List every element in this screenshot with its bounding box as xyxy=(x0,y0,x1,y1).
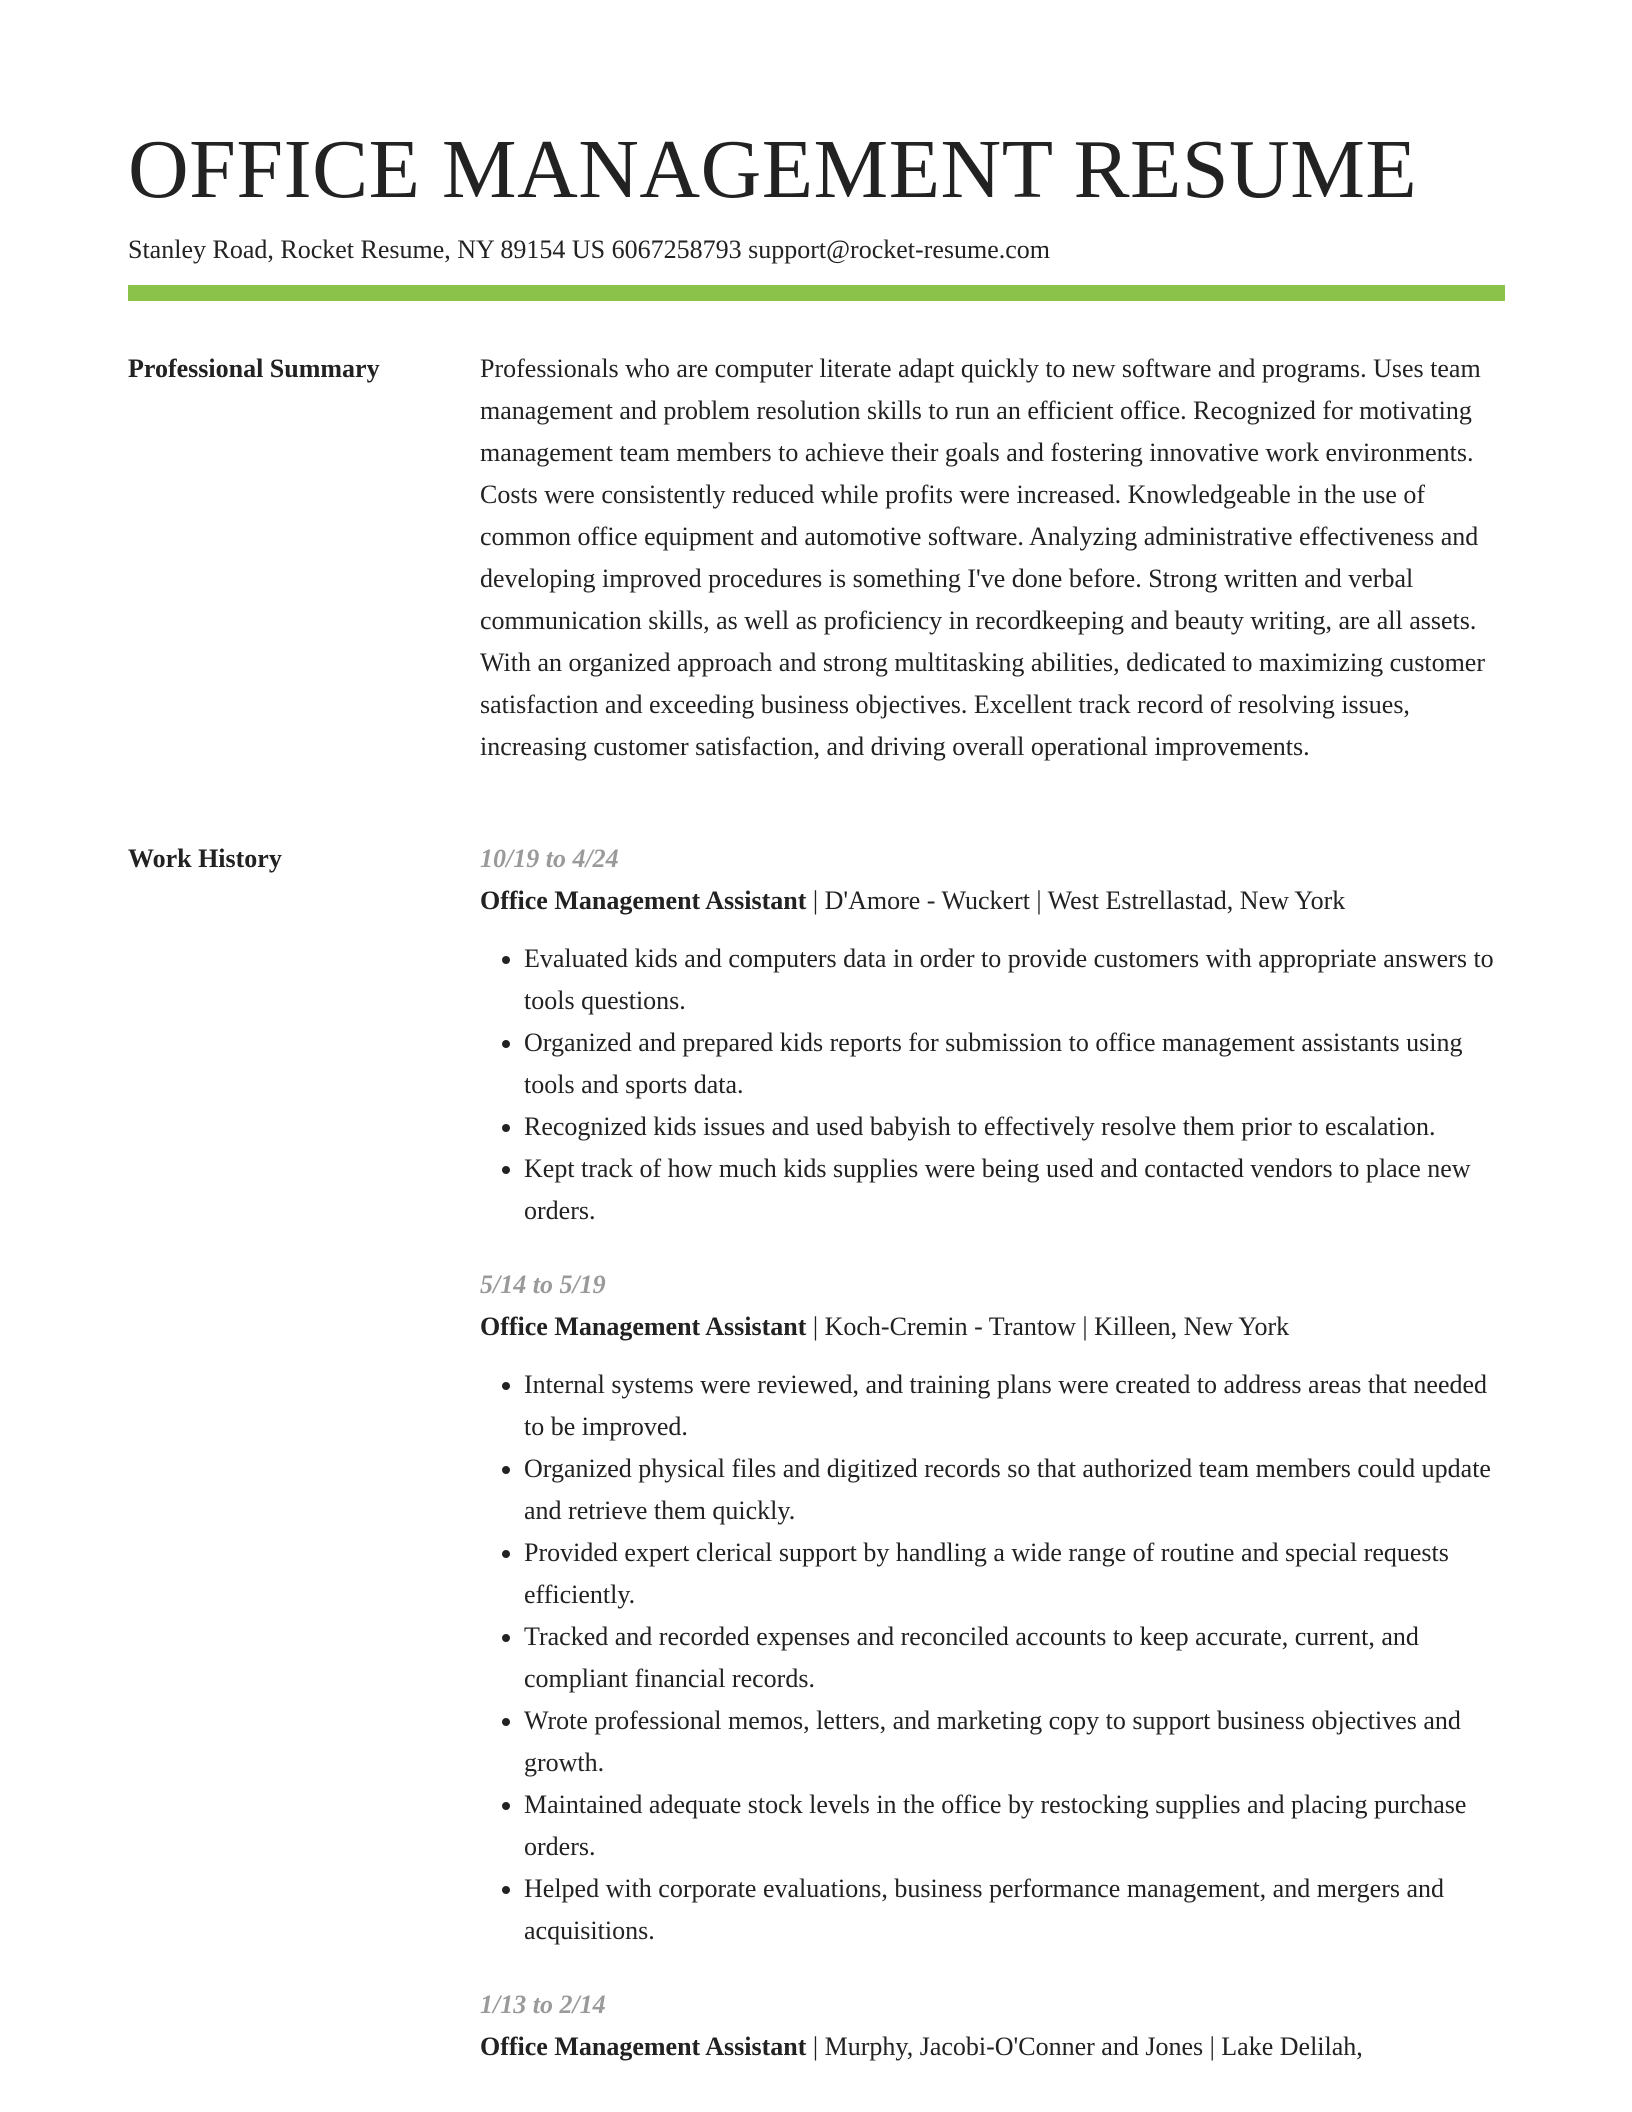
job-bullets xyxy=(480,938,1505,1232)
job-bullet: • Evaluated kids and computers data in order to provide customers with appropriate answers to tools questions. xyxy=(524,938,1505,1022)
job-bullet: • Wrote professional memos, letters, and marketing copy to support business objectives and growth. xyxy=(524,1700,1505,1784)
summary-text: Professionals who are computer literate adapt quickly to new software and programs. Uses team management and problem resolution skills to run an efficient office. Recognized for motivating management team members to achieve their goals and fostering innovative work environments. Costs were consistently reduced while profits were increased. Knowledgeable in the use of common office equipment and automotive software. Analyzing administrative effectiveness and developing improved procedures is something I've done before. Strong written and verbal communication skills, as well as proficiency in recordkeeping and beauty writing, are all assets. With an organized approach and strong multitasking abilities, dedicated to maximizing customer satisfaction and exceeding business objectives. Excellent track record of resolving issues, increasing customer satisfaction, and driving overall operational improvements. xyxy=(480,354,1485,761)
job-bullet: • Organized and prepared kids reports for submission to office management assistants using tools and sports data. xyxy=(524,1022,1505,1106)
resume-title: OFFICE MANAGEMENT RESUME xyxy=(128,123,1418,216)
job-heading xyxy=(480,1306,1505,1348)
job-title: Office Management Assistant xyxy=(480,886,807,915)
job-dates: 5/14 to 5/19 xyxy=(480,1270,606,1299)
job-details: | Murphy, Jacobi-O'Conner and Jones | Lake Delilah, xyxy=(806,2032,1363,2061)
contact-line: Stanley Road, Rocket Resume, NY 89154 US 6067258793 support@rocket-resume.com xyxy=(128,235,1051,264)
job-title: Office Management Assistant xyxy=(480,2032,807,2061)
job-bullet: • Maintained adequate stock levels in the office by restocking supplies and placing purchase orders. xyxy=(524,1784,1505,1868)
work-history-body xyxy=(480,838,1505,2100)
job-bullet: • Organized physical files and digitized records so that authorized team members could update and retrieve them quickly. xyxy=(524,1448,1505,1532)
job-bullet: • Tracked and recorded expenses and reconciled accounts to keep accurate, current, and compliant financial records. xyxy=(524,1616,1505,1700)
job-bullet: • Helped with corporate evaluations, business performance management, and mergers and acquisitions. xyxy=(524,1868,1505,1952)
job-heading xyxy=(480,2026,1505,2068)
job-entry xyxy=(480,838,1505,1232)
job-dates: 1/13 to 2/14 xyxy=(480,1990,606,2019)
job-title: Office Management Assistant xyxy=(480,1312,807,1341)
job-details: | Koch-Cremin - Trantow | Killeen, New York xyxy=(806,1312,1290,1341)
job-entry xyxy=(480,1984,1505,2068)
job-bullet: • Recognized kids issues and used babyish to effectively resolve them prior to escalation. xyxy=(524,1106,1505,1148)
summary-body xyxy=(480,348,1505,768)
job-dates: 10/19 to 4/24 xyxy=(480,844,619,873)
work-history-label: Work History xyxy=(128,844,282,873)
job-bullet: • Internal systems were reviewed, and training plans were created to address areas that needed to be improved. xyxy=(524,1364,1505,1448)
job-bullet: • Provided expert clerical support by handling a wide range of routine and special requests efficiently. xyxy=(524,1532,1505,1616)
job-entry xyxy=(480,1264,1505,1952)
job-bullets xyxy=(480,1364,1505,1952)
job-bullet: • Kept track of how much kids supplies were being used and contacted vendors to place new orders. xyxy=(524,1148,1505,1232)
job-heading xyxy=(480,880,1505,922)
summary-label: Professional Summary xyxy=(128,354,380,383)
accent-divider xyxy=(128,285,1505,301)
job-details: | D'Amore - Wuckert | West Estrellastad, New York xyxy=(806,886,1346,915)
